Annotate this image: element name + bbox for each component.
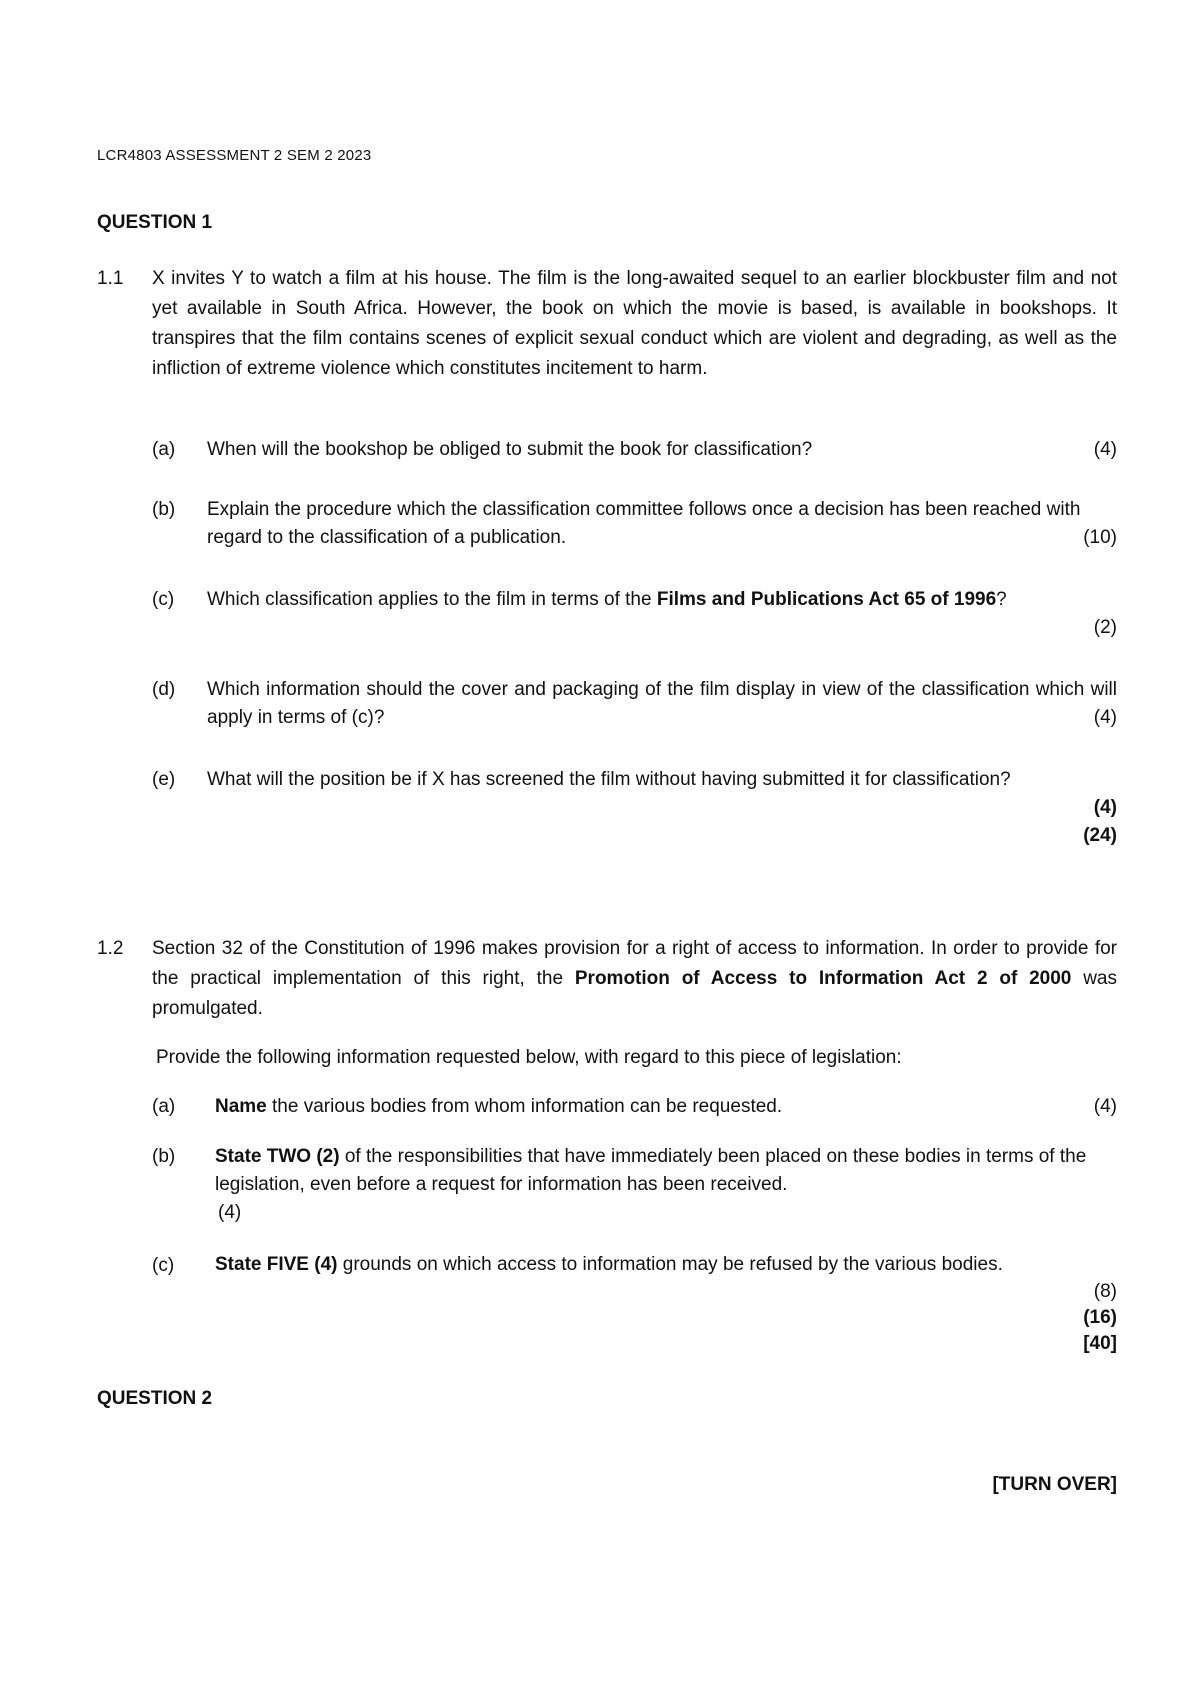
question-2-heading: QUESTION 2 <box>97 1388 213 1409</box>
q1-2-c-rest: grounds on which access to information may be refused by the various bodies. <box>337 1254 1003 1275</box>
q1-1-e-label: (e) <box>152 769 176 790</box>
q1-1-number: 1.1 <box>97 268 124 289</box>
q1-2-c-marks: (8) <box>1093 1281 1117 1302</box>
act-name-paia: Promotion of Access to Information Act 2 of 2000 <box>574 968 1072 989</box>
turn-over-note: [TURN OVER] <box>992 1474 1117 1495</box>
q1-2-a-text <box>215 1093 995 1121</box>
document-header: LCR4803 ASSESSMENT 2 SEM 2 2023 <box>97 147 372 164</box>
q1-2-intro <box>152 934 1117 1024</box>
q1-2-b-rest: of the responsibilities that have immediately been placed on these bodies in terms of the legislation, even before a request for information has been received. <box>215 1146 1087 1195</box>
q1-1-e-marks: (4) <box>1093 797 1117 818</box>
question-1-total: [40] <box>1083 1333 1117 1354</box>
q1-2-a-rest: the various bodies from whom information can be requested. <box>266 1096 783 1117</box>
q1-1-a-marks: (4) <box>1093 439 1117 460</box>
q1-1-c-label: (c) <box>152 589 175 610</box>
q1-1-c-text-post: ? <box>996 589 1007 610</box>
q1-1-b-text: Explain the procedure which the classification committee follows once a decision has been reached with regard to the classification of a publication. <box>207 499 1081 548</box>
q1-2-b-text <box>215 1143 1117 1199</box>
q1-1-a-label: (a) <box>152 439 176 460</box>
q1-1-subtotal: (24) <box>1083 825 1117 846</box>
q1-2-a-label: (a) <box>152 1096 176 1117</box>
act-name-films: Films and Publications Act 65 of 1996 <box>656 589 997 610</box>
q1-2-intro-pre: Section 32 of the Constitution of 1996 makes provision for a right of access to information. In order to provide for the practical implementation of this right, the <box>152 938 1117 989</box>
q1-2-b-keyword: State TWO (2) <box>215 1146 340 1167</box>
q1-1-e-text: What will the position be if X has screened the film without having submitted it for classification? <box>207 769 1011 790</box>
q1-2-c-keyword: State FIVE (4) <box>215 1254 338 1275</box>
q1-2-intro-post: was promulgated. <box>152 968 1117 1019</box>
q1-2-c-label: (c) <box>152 1255 175 1276</box>
q1-2-instruction: Provide the following information requested below, with regard to this piece of legislation: <box>156 1047 902 1068</box>
q1-2-b-label: (b) <box>152 1146 176 1167</box>
q1-2-subtotal: (16) <box>1083 1307 1117 1328</box>
q1-2-a-marks: (4) <box>1093 1096 1117 1117</box>
q1-1-b-label: (b) <box>152 499 176 520</box>
q1-2-b-marks: (4) <box>218 1202 242 1223</box>
q1-1-c-marks: (2) <box>1093 617 1117 638</box>
q1-2-number: 1.2 <box>97 938 124 959</box>
q1-1-d-marks: (4) <box>1093 707 1117 728</box>
q1-1-b-marks: (10) <box>1083 527 1117 548</box>
q1-1-d-text: Which information should the cover and packaging of the film display in view of the classification which will apply in terms of (c)? <box>207 679 1117 728</box>
q1-1-c-text-pre: Which classification applies to the film in terms of the <box>207 589 657 610</box>
q1-2-c-text <box>215 1252 1117 1278</box>
q1-2-a-keyword: Name <box>215 1096 267 1117</box>
q1-1-scenario: X invites Y to watch a film at his house. The film is the long-awaited sequel to an earlier blockbuster film and not yet available in South Africa. However, the book on which the movie is based, is available in bookshops. It transpires that the film contains scenes of explicit sexual conduct which are violent and degrading, as well as the infliction of extreme violence which constitutes incitement to harm. <box>152 268 1117 379</box>
q1-1-a-text: When will the bookshop be obliged to submit the book for classification? <box>207 439 813 460</box>
q1-1-c-text <box>207 586 1117 614</box>
question-1-heading: QUESTION 1 <box>97 212 213 233</box>
q1-1-d-label: (d) <box>152 679 176 700</box>
